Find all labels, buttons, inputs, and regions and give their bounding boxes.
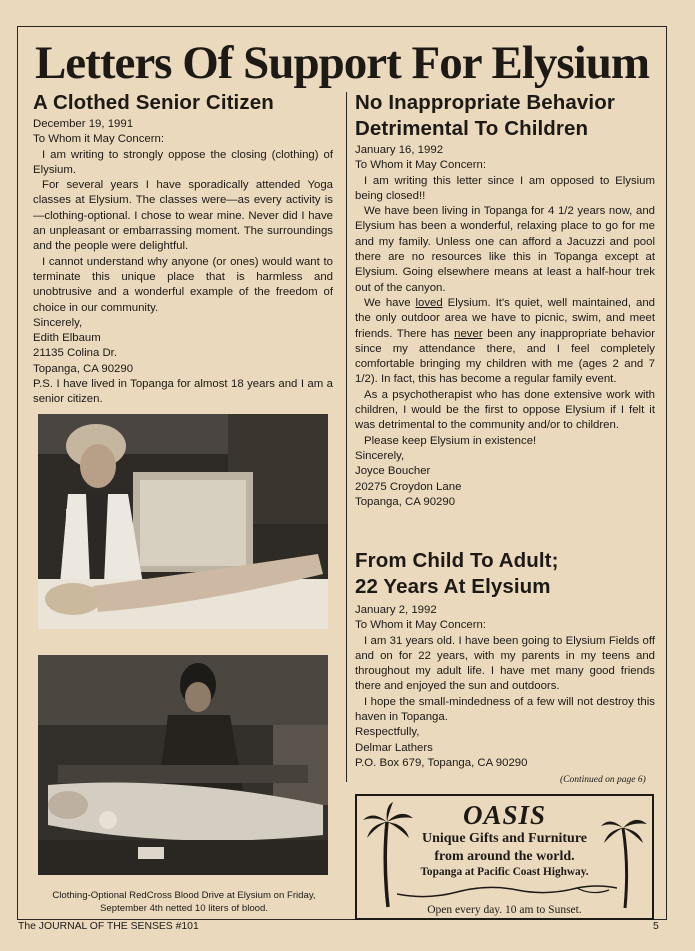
letter2-city: Topanga, CA 90290 xyxy=(355,495,456,508)
letter1-city: Topanga, CA 90290 xyxy=(33,362,134,375)
letter2-paragraph-3 xyxy=(355,296,655,388)
letter3-closing: Respectfully, xyxy=(355,726,420,739)
oasis-advertisement xyxy=(355,794,654,920)
photo-caption: Clothing-Optional RedCross Blood Drive at Elysium on Friday, September 4th netted 10 liters of blood. xyxy=(52,890,316,914)
letter3-title-line1: From Child To Adult; xyxy=(355,549,559,572)
letter1-title: A Clothed Senior Citizen xyxy=(33,91,274,114)
letter2-body xyxy=(355,143,655,510)
letter2-title-line2: Detrimental To Children xyxy=(355,117,589,140)
letter3-title xyxy=(355,548,655,600)
letter1-paragraph-1: I am writing to strongly oppose the closing (clothing) of Elysium. xyxy=(33,148,333,176)
letter3-paragraph-2: I hope the small-mindedness of a few will not destroy this haven in Topanga. xyxy=(355,695,655,724)
letter2-name: Joyce Boucher xyxy=(355,465,431,478)
letter2-title-line1: No Inappropriate Behavior xyxy=(355,91,615,114)
letter2-title xyxy=(355,90,655,142)
ad-title: OASIS xyxy=(462,800,547,830)
letter2-closing: Sincerely, xyxy=(355,449,405,462)
letter2-date: January 16, 1992 xyxy=(355,144,444,156)
ad-hours: Open every day. 10 am to Sunset. xyxy=(427,904,582,916)
letter3-body xyxy=(355,603,655,771)
letter3-date: January 2, 1992 xyxy=(355,604,437,616)
letter3-title-line2: 22 Years At Elysium xyxy=(355,575,551,598)
photo-donor-on-table xyxy=(38,655,328,875)
page-number: 5 xyxy=(653,921,659,932)
letter2-paragraph-1: I am writing this letter since I am opposed to Elysium being closed!! xyxy=(355,174,655,202)
letter2-paragraph-4: As a psychotherapist who has done extensive work with children, I would be the first to oppose Elysium if I felt it was detrimental to the community and/or to children. xyxy=(355,388,655,432)
letter2-p3-part-c: been any inappropriate behavior since my attendance there, and I feel completely comfortable bringing my children with me (ages 2 and 7 1/2). In fact, this has become a regular family event. xyxy=(355,327,655,386)
letter1-paragraph-3: I cannot understand why anyone (or ones) would want to terminate this unique place that is harmless and unobtrusive and a wonderful example of the freedom of choice in our community. xyxy=(33,255,333,314)
letter2-address: 20275 Croydon Lane xyxy=(355,480,462,493)
letter1-address: 21135 Colina Dr. xyxy=(33,347,118,360)
page-headline: Letters Of Support For Elysium xyxy=(34,37,650,89)
letter1-name: Edith Elbaum xyxy=(33,332,101,345)
letter2-p3-never: never xyxy=(454,327,483,340)
photo-nurse-with-donor-image xyxy=(38,414,328,629)
letter3-name: Delmar Lathers xyxy=(355,741,433,754)
photo-nurse-with-donor xyxy=(38,414,328,629)
letter1-body xyxy=(33,117,333,408)
letter1-date: December 19, 1991 xyxy=(33,118,134,130)
letter2-paragraph-2: We have been living in Topanga for 4 1/2 years now, and Elysium has been a wonderful, relaxing place to go for me and my family. Unless one can afford a Jacuzzi and pool there are no resources like this in Topanga except at Elysium. Going elsewhere means at least a half-hour trek out of the canyon. xyxy=(355,205,655,294)
letter2-p3-part-b: Elysium. It's quiet, well maintained, and the only outdoor area we have to picnic, swim, and meet friends. There has xyxy=(355,296,655,340)
letter1-closing: Sincerely, xyxy=(33,316,83,329)
photo-donor-on-table-image xyxy=(38,655,328,875)
wave-line-icon xyxy=(397,880,617,902)
letter1-salutation: To Whom it May Concern: xyxy=(33,133,165,146)
letter2-p3-loved: loved xyxy=(415,296,443,309)
letter3-address: P.O. Box 679, Topanga, CA 90290 xyxy=(355,756,528,769)
column-divider xyxy=(346,92,347,782)
letter1-ps: P.S. I have lived in Topanga for almost 18 years and I am a senior citizen. xyxy=(33,378,333,406)
ad-tagline-1: Unique Gifts and Furniture xyxy=(421,831,588,846)
letter2-salutation: To Whom it May Concern: xyxy=(355,159,487,172)
letter2-p3-part-a: We have xyxy=(364,296,416,309)
ad-location: Topanga at Pacific Coast Highway. xyxy=(420,866,589,878)
letter3-salutation: To Whom it May Concern: xyxy=(355,619,487,632)
continued-note: (Continued on page 6) xyxy=(560,775,646,785)
letter3-paragraph-1: I am 31 years old. I have been going to Elysium Fields off and on for 22 years, with my parents in my teens and throughout my adult life. I have met many good friends there and enjoyed the sun and outdoors. xyxy=(355,634,655,693)
ad-tagline-2: from around the world. xyxy=(434,849,575,864)
letter1-paragraph-2: For several years I have sporadically attended Yoga classes at Elysium. The classes were—as every activity is—clothing-optional. I chose to wear mine. Never did I have an unpleasant or embarrassing moment. The surroundings and the people were delightful. xyxy=(33,179,333,253)
letter2-paragraph-5: Please keep Elysium in existence! xyxy=(364,434,537,447)
footer-publication: The JOURNAL OF THE SENSES #101 xyxy=(18,921,199,932)
